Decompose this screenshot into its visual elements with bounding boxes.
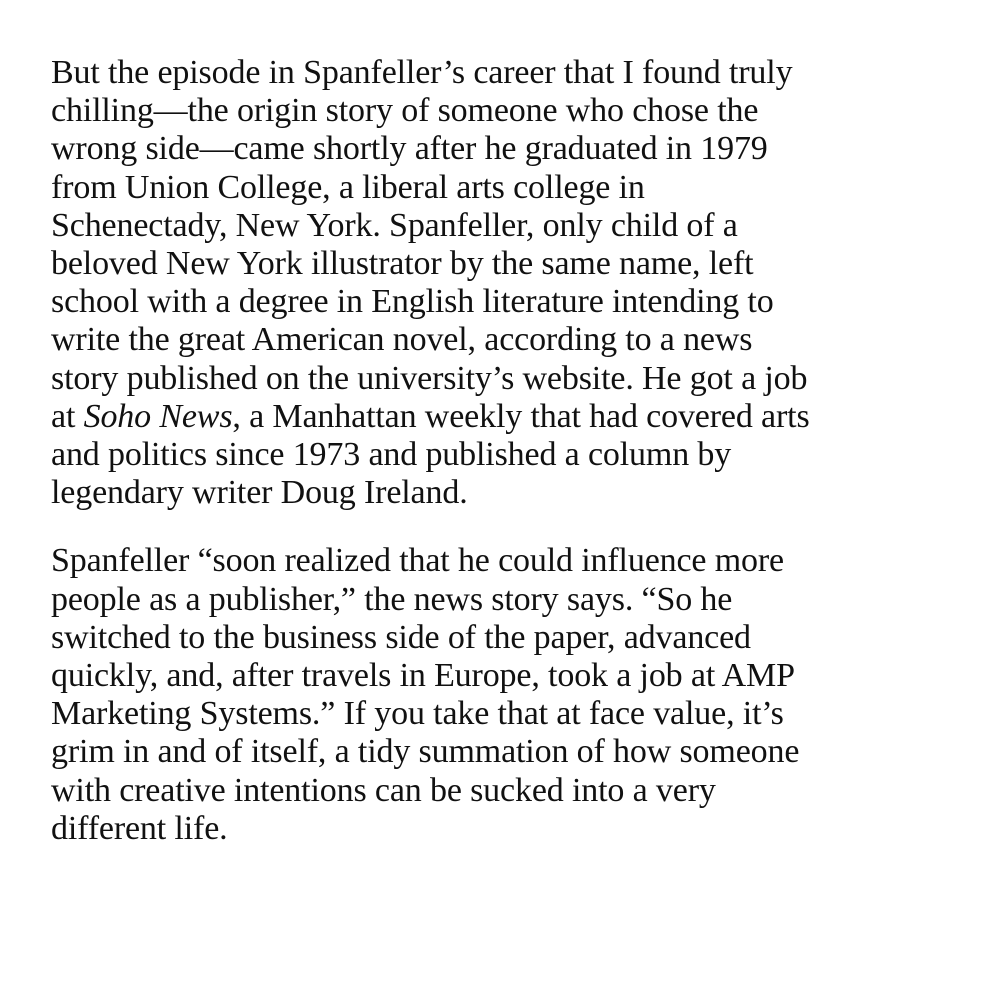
text-line (51, 772, 971, 810)
text-span: and politics since 1973 and published a column by (51, 436, 732, 474)
text-span: chilling—the origin story of someone who chose the (51, 92, 759, 130)
text-span: grim in and of itself, a tidy summation of how someone (51, 733, 800, 771)
text-line (51, 810, 971, 848)
text-span: write the great American novel, according to a news (51, 321, 753, 359)
text-line (51, 245, 971, 283)
text-span: people as a publisher,” the news story says. “So he (51, 580, 733, 618)
text-line (51, 207, 971, 245)
text-line (51, 733, 971, 771)
text-line (51, 398, 971, 436)
text-line (51, 130, 971, 168)
paragraph-2 (51, 542, 971, 848)
text-line (51, 581, 971, 619)
text-span: Marketing Systems.” If you take that at face value, it’s (51, 695, 784, 733)
text-line (51, 695, 971, 733)
text-span: Schenectady, New York. Spanfeller, only child of a (51, 206, 738, 244)
text-span: beloved New York illustrator by the same name, left (51, 245, 754, 283)
text-span: But the episode in Spanfeller’s career that I found truly (51, 54, 793, 91)
text-span: different life. (51, 809, 228, 847)
text-span: Spanfeller “soon realized that he could influence more (51, 542, 784, 580)
text-line (51, 321, 971, 359)
article-body (51, 54, 971, 848)
text-span: switched to the business side of the paper, advanced (51, 618, 751, 656)
text-span: from Union College, a liberal arts college in (51, 168, 645, 206)
text-span: legendary writer Doug Ireland. (51, 474, 468, 512)
text-line (51, 474, 971, 512)
publication-title: Soho News (83, 397, 233, 435)
text-line (51, 169, 971, 207)
text-span: at (51, 397, 84, 435)
text-line (51, 657, 971, 695)
text-span: school with a degree in English literature intending to (51, 283, 774, 321)
text-line (51, 542, 971, 580)
paragraph-1 (51, 54, 971, 512)
text-line (51, 360, 971, 398)
text-line (51, 54, 971, 92)
text-line (51, 436, 971, 474)
text-line (51, 619, 971, 657)
text-span: story published on the university’s website. He got a job (51, 359, 808, 397)
text-line (51, 92, 971, 130)
text-line (51, 283, 971, 321)
text-span: quickly, and, after travels in Europe, took a job at AMP (51, 657, 795, 695)
text-span: , a Manhattan weekly that had covered arts (232, 397, 810, 435)
text-span: wrong side—came shortly after he graduated in 1979 (51, 130, 768, 168)
text-span: with creative intentions can be sucked into a very (51, 771, 716, 809)
